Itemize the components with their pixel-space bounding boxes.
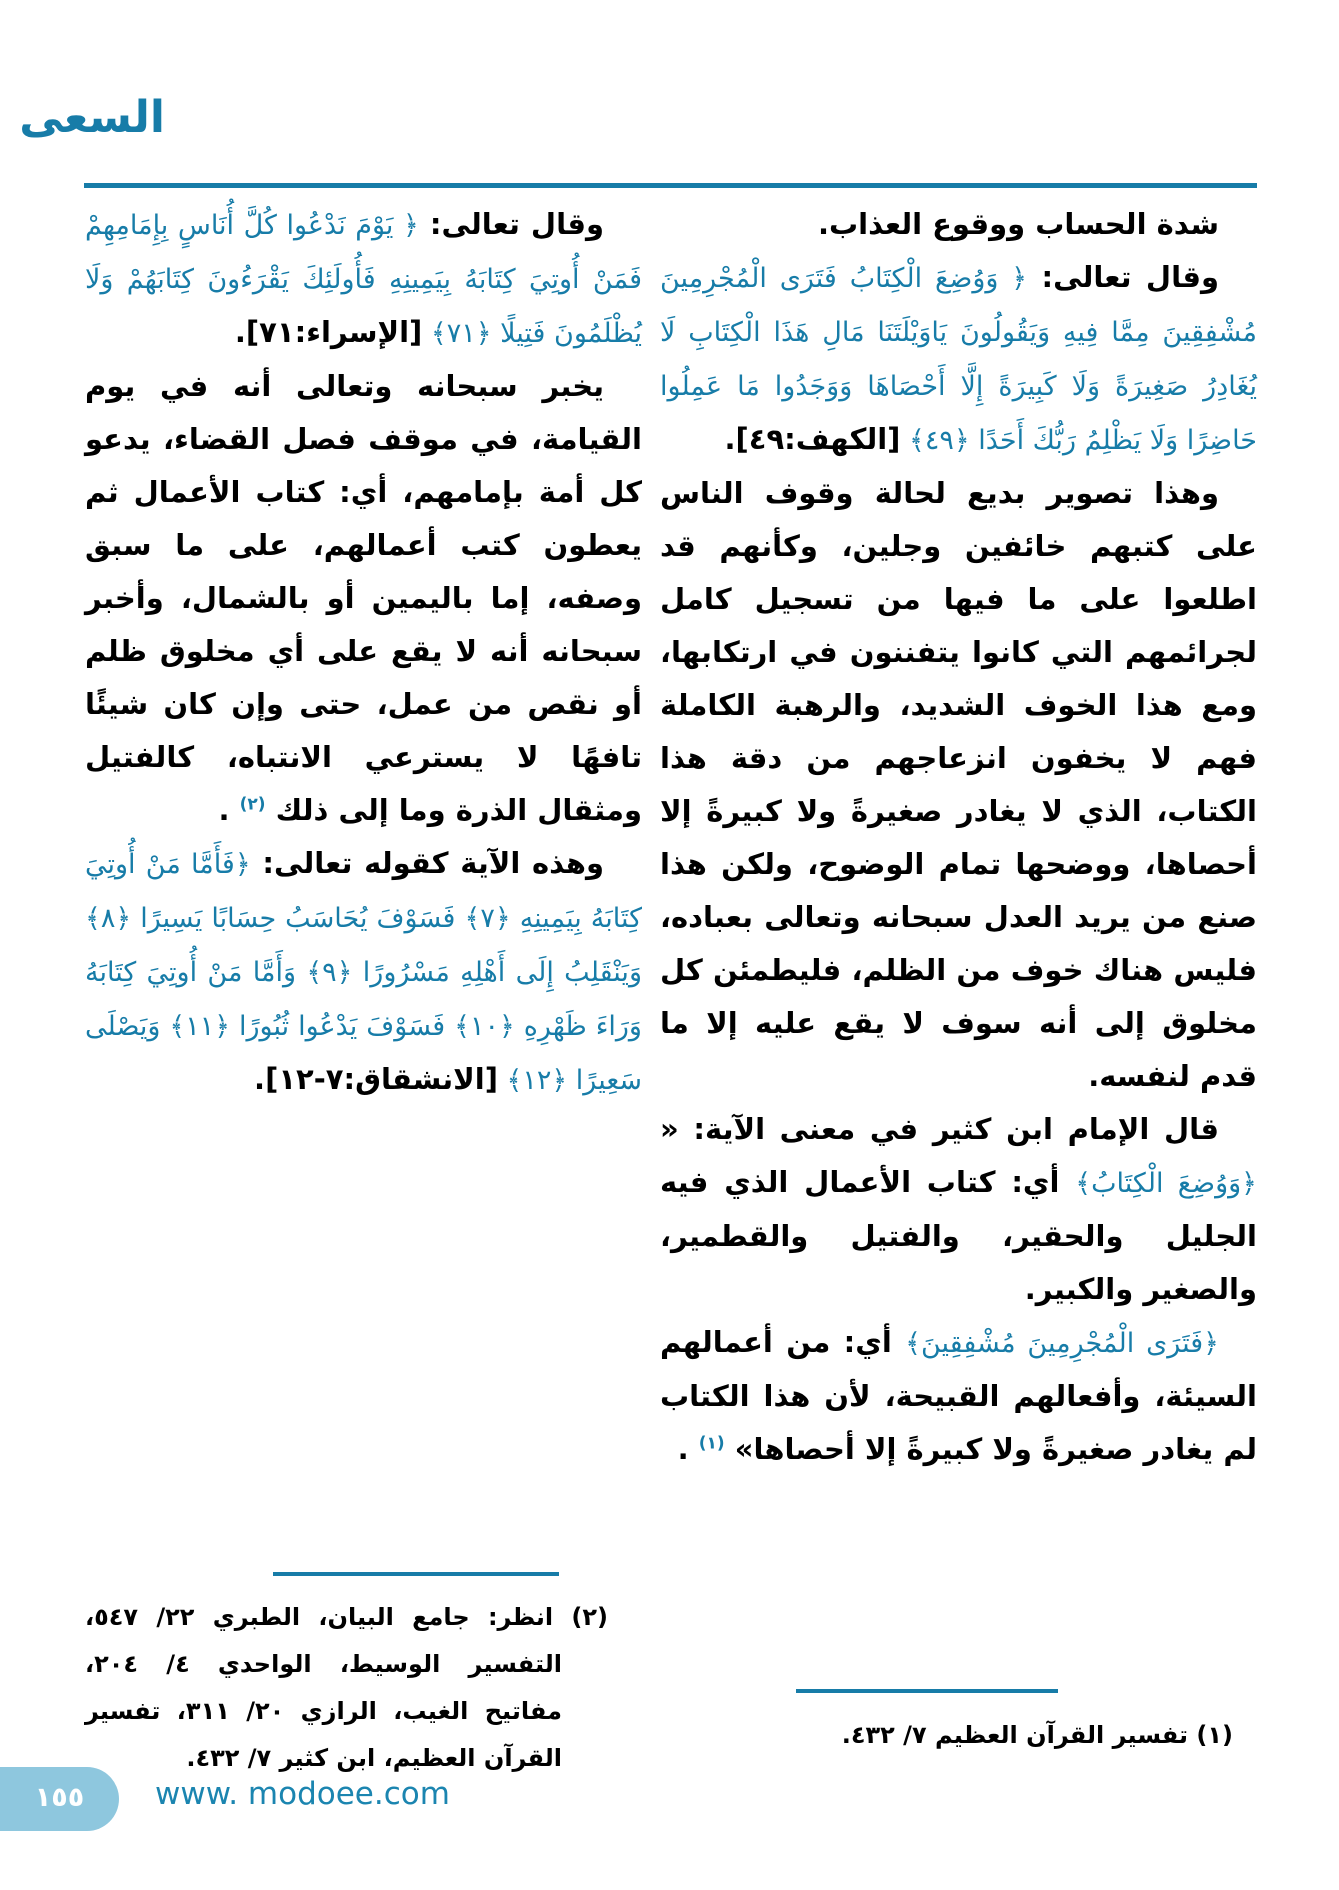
verse-intro-text: وقال تعالى: xyxy=(418,207,604,241)
ibn-kathir-quote-paragraph xyxy=(660,1103,1257,1316)
ibn-kathir-quote-text-1: أي: كتاب الأعمال الذي فيه الجليل والحقير، والفتيل والقطمير، والصغير والكبير. xyxy=(660,1165,1257,1306)
sentence-period: . xyxy=(677,1432,689,1466)
footnote-1: (١) تفسير القرآن العظيم ٧/ ٤٣٢. xyxy=(841,1721,1233,1749)
footnote-divider-left xyxy=(273,1572,559,1576)
ibn-kathir-quote-text-2: أي: من أعمالهم السيئة، وأفعالهم القبيحة، لأن هذا الكتاب لم يغادر صغيرةً ولا كبيرةً إلا أحصاها» xyxy=(660,1325,1257,1466)
verse-paragraph-inshiqaq xyxy=(85,837,642,1107)
quran-quote-fatara-almujrimin: ﴿فَتَرَى الْمُجْرِمِينَ مُشْفِقِينَ﴾ xyxy=(905,1328,1219,1359)
ibn-kathir-quote-paragraph-2 xyxy=(660,1316,1257,1476)
verse-reference-kahf: [الكهف:٤٩]. xyxy=(724,422,901,456)
commentary-paragraph xyxy=(85,360,642,837)
page-number-badge xyxy=(0,1767,119,1831)
verse-reference-inshiqaq: [الانشقاق:٧-١٢]. xyxy=(254,1062,498,1096)
footnote-divider-right xyxy=(796,1689,1058,1693)
page-number: ١٥٥ xyxy=(34,1782,85,1813)
quran-verse-isra: ﴿ يَوْمَ نَدْعُوا كُلَّ أُنَاسٍ بِإِمَامِهِمْ فَمَنْ أُوتِيَ كِتَابَهُ بِيَمِينِهِ فَأُولَئِكَ يَقْرَءُونَ كِتَابَهُمْ وَلَا يُظْلَمُونَ فَتِيلًا ﴿٧١﴾ xyxy=(85,210,642,349)
verse-intro-text: وهذه الآية كقوله تعالى: xyxy=(250,846,604,880)
footnote-2: (٢) انظر: جامع البيان، الطبري ٢٢/ ٥٤٧، التفسير الوسيط، الواحدي ٤/ ٢٠٤، مفاتيح الغيب، الرازي ٢٠/ ٣١١، تفسير القرآن العظيم، ابن كثير ٧/ ٤٣٢. xyxy=(85,1603,608,1772)
verse-paragraph-isra xyxy=(85,198,642,360)
sentence-period: . xyxy=(218,793,230,827)
quran-verse-kahf: ﴿ وَوُضِعَ الْكِتَابُ فَتَرَى الْمُجْرِمِينَ مُشْفِقِينَ مِمَّا فِيهِ وَيَقُولُونَ يَاوَيْلَتَنَا مَالِ هَذَا الْكِتَابِ لَا يُغَادِرُ صَغِيرَةً وَلَا كَبِيرَةً إِلَّا أَحْصَاهَا وَوَجَدُوا مَا عَمِلُوا حَاضِرًا وَلَا يَظْلِمُ رَبُّكَ أَحَدًا ﴿٤٩﴾ xyxy=(660,263,1257,456)
header-divider xyxy=(84,183,1257,188)
commentary-paragraph: وهذا تصوير بديع لحالة وقوف الناس على كتبهم خائفين وجلين، وكأنهم قد اطلعوا على ما فيها من تسجيل كامل لجرائمهم التي كانوا يتفننون في ارتكابها، ومع هذا الخوف الشديد، والرهبة الكاملة فهم لا يخفون انزعاجهم من دقة هذا الكتاب، الذي لا يغادر صغيرةً ولا كبيرةً إلا أحصاها، ووضحها تمام الوضوح، ولكن هذا صنع من يريد العدل سبحانه وتعالى بعباده، فليس هناك خوف من الظلم، فليطمئن كل مخلوق إلى أنه سوف لا يقع عليه إلا ما قدم لنفسه. xyxy=(660,476,1257,1093)
right-column xyxy=(660,198,1257,1476)
verse-reference-isra: [الإسراء:٧١]. xyxy=(234,315,423,349)
section-heading: شدة الحساب ووقوع العذاب. xyxy=(817,207,1219,241)
page-title: السعى xyxy=(19,92,165,143)
website-url: www. modoee.com xyxy=(155,1776,450,1812)
quran-verse-inshiqaq: ﴿فَأَمَّا مَنْ أُوتِيَ كِتَابَهُ بِيَمِينِهِ ﴿٧﴾ فَسَوْفَ يُحَاسَبُ حِسَابًا يَسِيرًا ﴿٨﴾ وَيَنْقَلِبُ إِلَى أَهْلِهِ مَسْرُورًا ﴿٩﴾ وَأَمَّا مَنْ أُوتِيَ كِتَابَهُ وَرَاءَ ظَهْرِهِ ﴿١٠﴾ فَسَوْفَ يَدْعُوا ثُبُورًا ﴿١١﴾ وَيَصْلَى سَعِيرًا ﴿١٢﴾ xyxy=(85,849,642,1096)
commentary-text: يخبر سبحانه وتعالى أنه في يوم القيامة، في موقف فصل القضاء، يدعو كل أمة بإمامهم، أي: كتاب الأعمال ثم يعطون كتب أعمالهم، على ما سبق وصفه، إما باليمين أو بالشمال، وأخبر سبحانه أنه لا يقع على أي مخلوق ظلم أو نقص من عمل، حتى وإن كان شيئًا تافهًا لا يسترعي الانتباه، كالفتيل ومثقال الذرة وما إلى ذلك xyxy=(85,369,642,827)
footnote-marker-1: (١) xyxy=(698,1433,725,1454)
ibn-kathir-intro: قال الإمام ابن كثير في معنى الآية: « xyxy=(660,1112,1219,1146)
verse-intro-text: وقال تعالى: xyxy=(1027,260,1220,294)
footnote-marker-2: (٢) xyxy=(239,794,266,815)
verse-paragraph-kahf xyxy=(660,251,1257,467)
left-column xyxy=(85,198,642,1107)
quran-quote-wudia-alkitab: ﴿وَوُضِعَ الْكِتَابُ﴾ xyxy=(1075,1168,1257,1199)
